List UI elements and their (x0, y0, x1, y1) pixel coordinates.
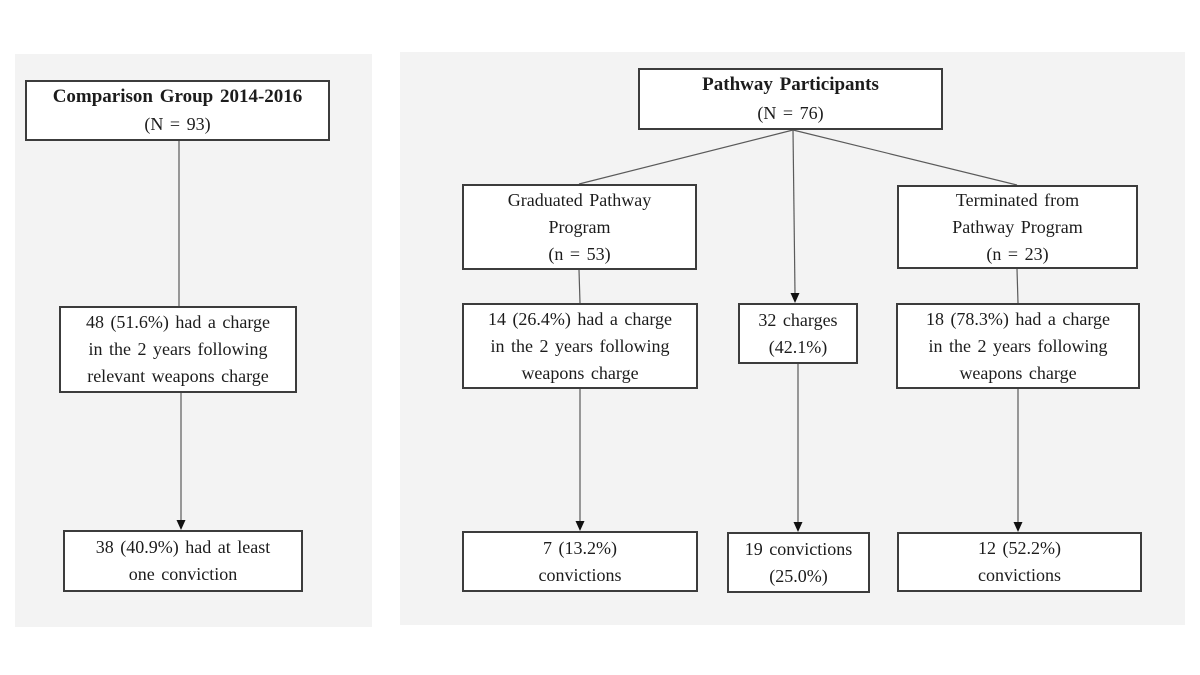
pathway-participants-title: Pathway Participants (702, 74, 879, 96)
text-line: (n = 53) (548, 243, 611, 264)
text-line: (n = 23) (986, 243, 1049, 264)
text-line: weapons charge (521, 362, 639, 383)
text-line: in the 2 years following (88, 339, 268, 359)
text-line: Pathway Program (952, 216, 1083, 237)
node-comparison-charge (59, 306, 297, 393)
text-line: (42.1%) (768, 336, 828, 357)
pathway-participants-n: (N = 76) (757, 102, 824, 123)
text-line: relevant weapons charge (87, 366, 269, 386)
text-line: 18 (78.3%) had a charge (925, 308, 1111, 329)
node-terminated-pathway (897, 185, 1138, 269)
text-line: 14 (26.4%) had a charge (487, 308, 673, 329)
text-line: 19 convictions (744, 538, 853, 559)
node-terminated-convictions (897, 532, 1142, 592)
text-line: 12 (52.2%) (978, 538, 1061, 558)
text-line: Program (548, 216, 611, 237)
text-line: 7 (13.2%) (543, 537, 617, 558)
text-line: Terminated from (955, 189, 1080, 210)
node-total-charges (738, 303, 858, 364)
text-line: weapons charge (959, 362, 1077, 383)
text-line: in the 2 years following (490, 335, 670, 356)
node-comparison-group-header (25, 80, 330, 141)
text-line: 48 (51.6%) had a charge (85, 312, 271, 332)
node-total-convictions (727, 532, 870, 593)
comparison-group-n: (N = 93) (144, 114, 211, 135)
comparison-group-title: Comparison Group 2014-2016 (52, 85, 303, 107)
node-graduated-pathway (462, 184, 697, 270)
text-line: convictions (538, 564, 622, 585)
text-line: convictions (978, 565, 1061, 585)
text-line: 32 charges (758, 309, 838, 330)
text-line: (25.0%) (769, 565, 828, 586)
text-line: Graduated Pathway (507, 189, 652, 210)
node-terminated-charge (896, 303, 1140, 389)
node-pathway-participants-header (638, 68, 943, 130)
text-line: in the 2 years following (928, 335, 1108, 356)
node-comparison-conviction (63, 530, 303, 592)
node-graduated-convictions (462, 531, 698, 592)
node-graduated-charge (462, 303, 698, 389)
text-line: one conviction (128, 564, 238, 584)
text-line: 38 (40.9%) had at least (95, 537, 271, 557)
